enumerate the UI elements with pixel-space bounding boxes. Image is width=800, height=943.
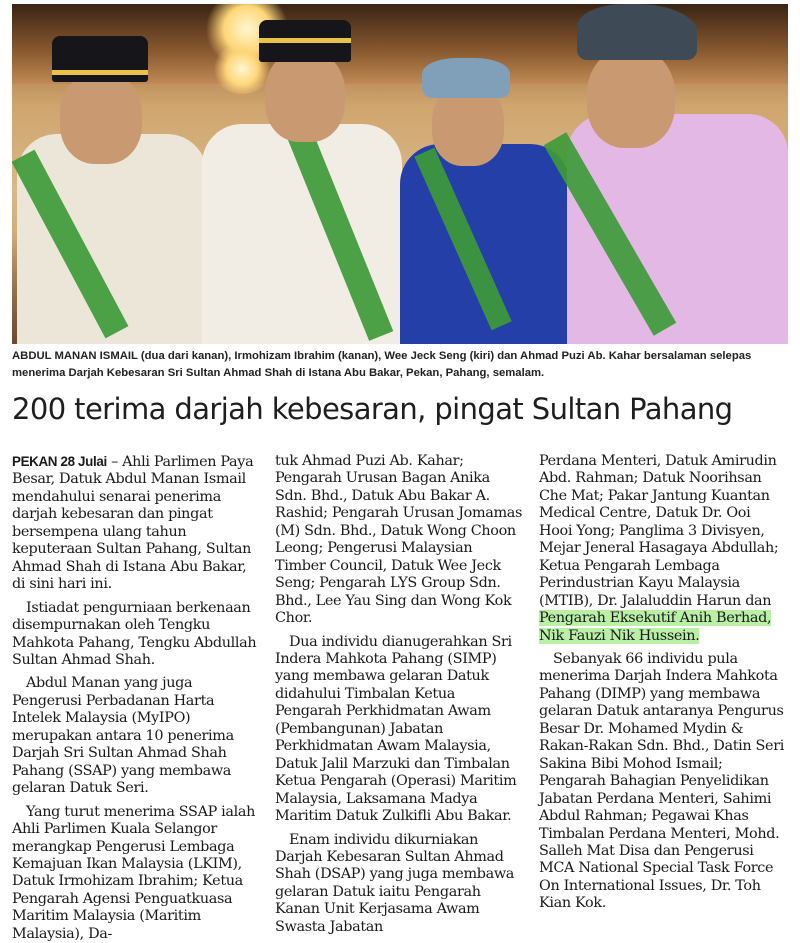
article-paragraph: tuk Ahmad Puzi Ab. Kahar; Pengarah Urusan Bagan Anika Sdn. Bhd., Datuk Abu Bakar A. Rashid; Pengarah Urusan Jomamas (M) Sdn. Bhd., Datuk Wong Choon Leong; Pengerusi Malaysian Timber Council, Datuk Wee Jeck Seng; Pengarah LYS Group Sdn. Bhd., Lee Yau Sing dan Wong Kok Chor.: [275, 453, 523, 627]
person-center-right: [392, 54, 582, 344]
highlighted-text: Pengarah Eksekutif Anih Berhad, Nik Fauzi Nik Hussein.: [539, 610, 772, 644]
article-headline: 200 terima darjah kebesaran, pingat Sultan Pahang: [12, 392, 733, 426]
article-paragraph: Istiadat pengurniaan berkenaan disempurnakan oleh Tengku Mahkota Pahang, Tengku Abdullah Sultan Ahmad Shah.: [12, 599, 257, 668]
article-column-3: [539, 453, 787, 913]
article-paragraph: Enam individu dikurniakan Darjah Kebesaran Sultan Ahmad Shah (DSAP) yang juga membawa gelaran Datuk iaitu Pengarah Kanan Unit Kerjasama Awam Swasta Jabatan: [275, 831, 515, 935]
paragraph-text: Perdana Menteri, Datuk Amirudin Abd. Rahman; Datuk Noorihsan Che Mat; Pakar Jantung Kuantan Medical Centre, Datuk Dr. Ooi Hooi Yong; Panglima 3 Divisyen, Mejar Jeneral Hasagaya Abdullah; Ketua Pengarah Lembaga Perindustrian Kayu Malaysia (MTIB), Dr. Jalaluddin Harun dan: [539, 453, 779, 609]
dateline: PEKAN 28 Julai: [12, 454, 107, 469]
article-body: [12, 453, 788, 942]
person-left: [12, 34, 212, 344]
paragraph-text: – Ahli Parlimen Paya Besar, Datuk Abdul Manan Ismail mendahului senarai penerima darjah kebesaran dan pingat bersempena ulang tahun keputeraan Sultan Pahang, Sultan Ahmad Shah di Istana Abu Bakar, di sini hari ini.: [12, 454, 254, 593]
article-column-2: [275, 453, 523, 936]
article-paragraph: [12, 453, 260, 594]
person-right: [557, 4, 788, 344]
article-column-1: [12, 453, 260, 943]
news-photo: [12, 4, 788, 344]
article-paragraph: Yang turut menerima SSAP ialah Ahli Parlimen Kuala Selangor merangkap Pengerusi Lembaga Kemajuan Ikan Malaysia (LKIM), Datuk Irmohizam Ibrahim; Ketua Pengarah Agensi Penguatkuasa Maritim Malaysia (Maritim Malaysia), Da-: [12, 803, 256, 942]
caption-names-lead: ABDUL MANAN ISMAIL: [12, 350, 138, 362]
article-paragraph: Dua individu dianugerahkan Sri Indera Mahkota Pahang (SIMP) yang membawa gelaran Datuk didahului Timbalan Ketua Pengarah Perkhidmatan Awam (Pembangunan) Jabatan Perkhidmatan Awam Malaysia, Datuk Jalil Marzuki dan Timbalan Ketua Pengarah (Operasi) Maritim Malaysia, Laksamana Madya Maritim Datuk Zulkifli Abu Bakar.: [275, 633, 517, 825]
article-paragraph: [539, 453, 787, 645]
article-paragraph: Abdul Manan yang juga Pengerusi Perbadanan Harta Intelek Malaysia (MyIPO) merupakan antara 10 penerima Darjah Sri Sultan Ahmad Shah Pahang (SSAP) yang membawa gelaran Datuk Seri.: [12, 675, 234, 797]
article-paragraph: Sebanyak 66 individu pula menerima Darjah Indera Mahkota Pahang (DIMP) yang membawa gelaran Datuk antaranya Pengurus Besar Dr. Mohamed Mydin & Rakan-Rakan Sdn. Bhd., Datin Seri Sakina Bibi Mohod Ismail; Pengarah Bahagian Penyelidikan Jabatan Perdana Menteri, Sahimi Abdul Rahman; Pegawai Khas Timbalan Perdana Menteri, Mohd. Salleh Mat Disa dan Pengerusi MCA National Special Task Force On International Issues, Dr. Toh Kian Kok.: [539, 650, 784, 912]
photo-caption: [12, 348, 788, 382]
caption-text: (dua dari kanan), Irmohizam Ibrahim (kanan), Wee Jeck Seng (kiri) dan Ahmad Puzi Ab. Kahar bersalaman selepas menerima Darjah Kebesaran Sri Sultan Ahmad Shah di Istana Abu Bakar, Pekan, Pahang, semalam.: [12, 350, 752, 379]
person-center-left: [197, 14, 407, 344]
